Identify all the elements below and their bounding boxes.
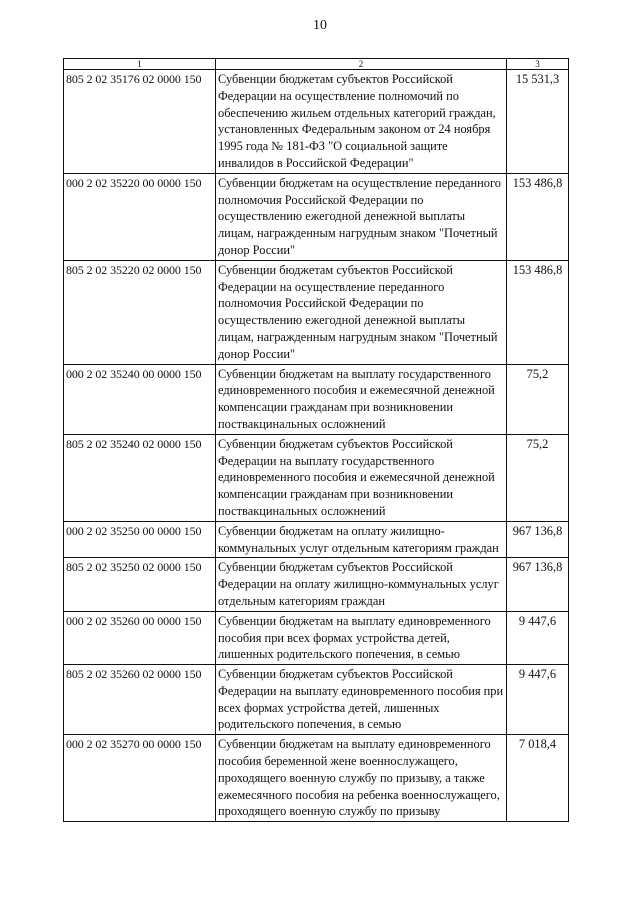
table-row [64,434,569,521]
column-header-name: 2 [216,59,507,70]
table-header-row [64,59,569,70]
table-row [64,665,569,735]
table-row [64,70,569,174]
budget-table [63,58,569,822]
budget-code-cell: 805 2 02 35176 02 0000 150 [64,70,216,174]
budget-code-cell: 805 2 02 35240 02 0000 150 [64,434,216,521]
budget-code-cell: 805 2 02 35260 02 0000 150 [64,665,216,735]
budget-code-cell: 000 2 02 35250 00 0000 150 [64,521,216,558]
table-row [64,521,569,558]
table-row [64,260,569,364]
budget-code-cell: 000 2 02 35260 00 0000 150 [64,611,216,664]
description-cell: Субвенции бюджетам на выплату единовременного пособия при всех формах устройства детей, лишенных родительского попечения, в семью [216,611,507,664]
description-cell: Субвенции бюджетам на оплату жилищно-коммунальных услуг отдельным категориям граждан [216,521,507,558]
description-cell: Субвенции бюджетам субъектов Российской Федерации на осуществление переданного полномочия Российской Федерации по осуществлению ежегодной денежной выплаты лицам, награжденным нагрудным знаком "Почетный донор России" [216,260,507,364]
description-cell: Субвенции бюджетам на выплату государственного единовременного пособия и ежемесячной денежной компенсации гражданам при возникновении поствакцинальных осложнений [216,364,507,434]
budget-code-cell: 000 2 02 35220 00 0000 150 [64,173,216,260]
description-cell: Субвенции бюджетам на выплату единовременного пособия беременной жене военнослужащего, проходящего военную службу по призыву, а также ежемесячного пособия на ребенка военнослужащего, проходящего военную службу по призыву [216,735,507,822]
amount-cell: 967 136,8 [507,558,569,611]
description-cell: Субвенции бюджетам на осуществление переданного полномочия Российской Федерации по осуществлению ежегодной денежной выплаты лицам, награжденным нагрудным знаком "Почетный донор России" [216,173,507,260]
column-header-code: 1 [64,59,216,70]
amount-cell: 9 447,6 [507,665,569,735]
amount-cell: 7 018,4 [507,735,569,822]
amount-cell: 967 136,8 [507,521,569,558]
description-cell: Субвенции бюджетам субъектов Российской Федерации на выплату государственного единовременного пособия и ежемесячной денежной компенсации гражданам при возникновении поствакцинальных осложнений [216,434,507,521]
column-header-amount: 3 [507,59,569,70]
amount-cell: 9 447,6 [507,611,569,664]
description-cell: Субвенции бюджетам субъектов Российской Федерации на осуществление полномочий по обеспечению жильем отдельных категорий граждан, установленных Федеральным законом от 24 ноября 1995 года № 181-ФЗ "О социальной защите инвалидов в Российской Федерации" [216,70,507,174]
table-row [64,558,569,611]
amount-cell: 153 486,8 [507,260,569,364]
table-row [64,364,569,434]
amount-cell: 75,2 [507,364,569,434]
budget-code-cell: 805 2 02 35250 02 0000 150 [64,558,216,611]
table-row [64,173,569,260]
page-number: 10 [313,18,327,33]
amount-cell: 153 486,8 [507,173,569,260]
amount-cell: 15 531,3 [507,70,569,174]
budget-code-cell: 805 2 02 35220 02 0000 150 [64,260,216,364]
description-cell: Субвенции бюджетам субъектов Российской Федерации на выплату единовременного пособия при всех формах устройства детей, лишенных родительского попечения, в семью [216,665,507,735]
budget-code-cell: 000 2 02 35270 00 0000 150 [64,735,216,822]
description-cell: Субвенции бюджетам субъектов Российской Федерации на оплату жилищно-коммунальных услуг отдельным категориям граждан [216,558,507,611]
budget-code-cell: 000 2 02 35240 00 0000 150 [64,364,216,434]
table-row [64,611,569,664]
amount-cell: 75,2 [507,434,569,521]
table-row [64,735,569,822]
